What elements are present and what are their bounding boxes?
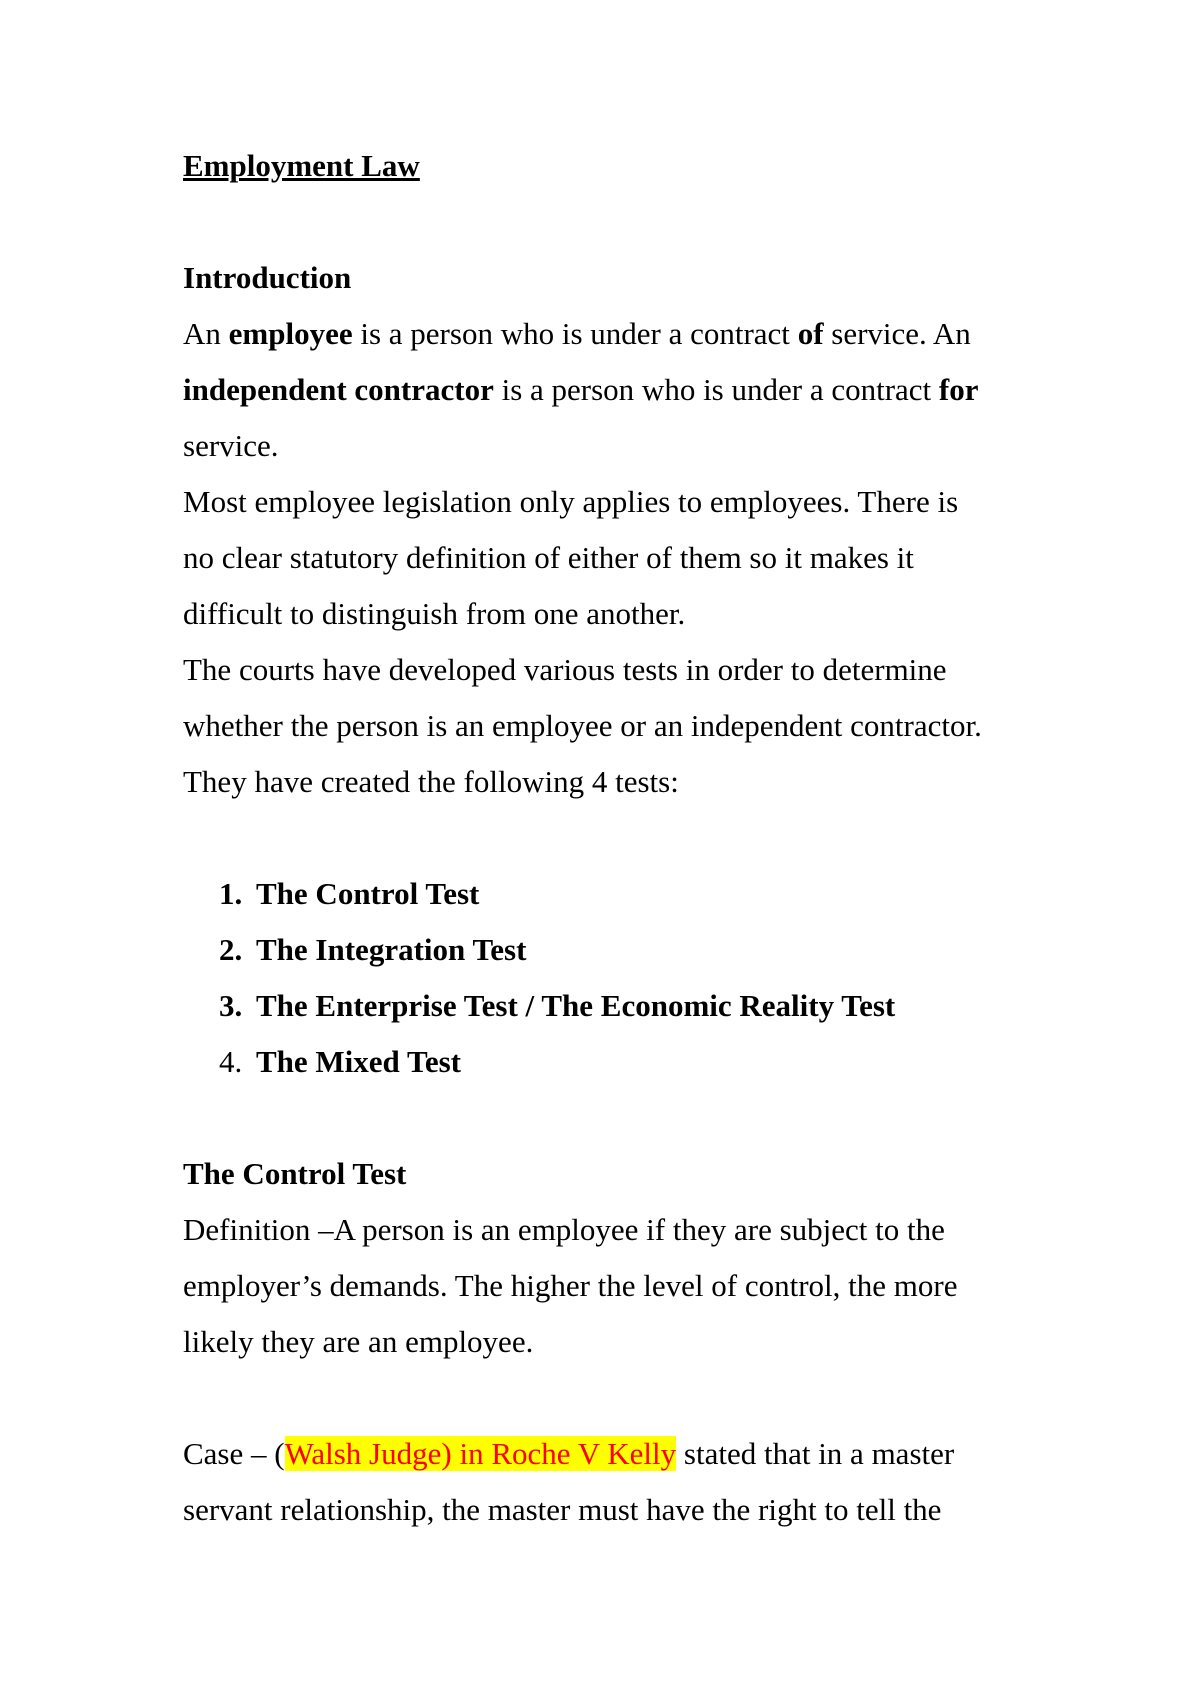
paragraph-line: Definition –A person is an employee if they are subject to the [183,1212,945,1247]
list-label: The Integration Test [256,932,527,967]
term-employee: employee [228,316,353,351]
term-of: of [797,316,824,351]
term-for: for [938,372,979,407]
list-item [183,1034,1063,1090]
spacer [183,194,1063,250]
document-title: Employment Law [183,148,420,183]
text-run: is a person who is under a contract [493,372,939,407]
list-label: The Control Test [256,876,480,911]
paragraph-line: whether the person is an employee or an independent contractor. [183,708,982,743]
list-number: 1. [219,876,243,911]
case-line [183,1426,1063,1482]
paragraph-line [183,306,1063,362]
section-heading-control-test: The Control Test [183,1156,407,1191]
list-number: 2. [219,932,243,967]
text-run: Case – [183,1436,275,1471]
paragraph-line: employer’s demands. The higher the level of control, the more [183,1268,958,1303]
spacer [183,810,1063,866]
list-label: The Mixed Test [256,1044,461,1079]
paragraph-line: servant relationship, the master must have the right to tell the [183,1492,942,1527]
paragraph-line: service. [183,428,279,463]
list-label: The Enterprise Test / The Economic Reality Test [256,988,896,1023]
text-run: stated that in a master [676,1436,955,1471]
text-run: An [183,316,229,351]
paragraph-line: likely they are an employee. [183,1324,534,1359]
section-heading-introduction: Introduction [183,260,352,295]
text-run: is a person who is under a contract [352,316,798,351]
list-item [183,866,1063,922]
paragraph-line: difficult to distinguish from one another. [183,596,686,631]
text-run: service. An [823,316,971,351]
list-item [183,978,1063,1034]
case-citation-highlight: Walsh Judge) in Roche V Kelly [284,1436,677,1471]
list-number: 3. [219,988,243,1023]
term-independent-contractor: independent contractor [183,372,494,407]
paragraph-line: They have created the following 4 tests: [183,764,679,799]
document-body [183,138,1063,1538]
spacer [183,1370,1063,1426]
paragraph-line: The courts have developed various tests in order to determine [183,652,947,687]
paragraph-line: no clear statutory definition of either of them so it makes it [183,540,914,575]
paragraph-line: Most employee legislation only applies to employees. There is [183,484,959,519]
text-run: ( [274,1436,285,1471]
list-number: 4. [219,1044,243,1079]
list-item [183,922,1063,978]
spacer [183,1090,1063,1146]
tests-list [183,866,1063,1090]
paragraph-line [183,362,1063,418]
